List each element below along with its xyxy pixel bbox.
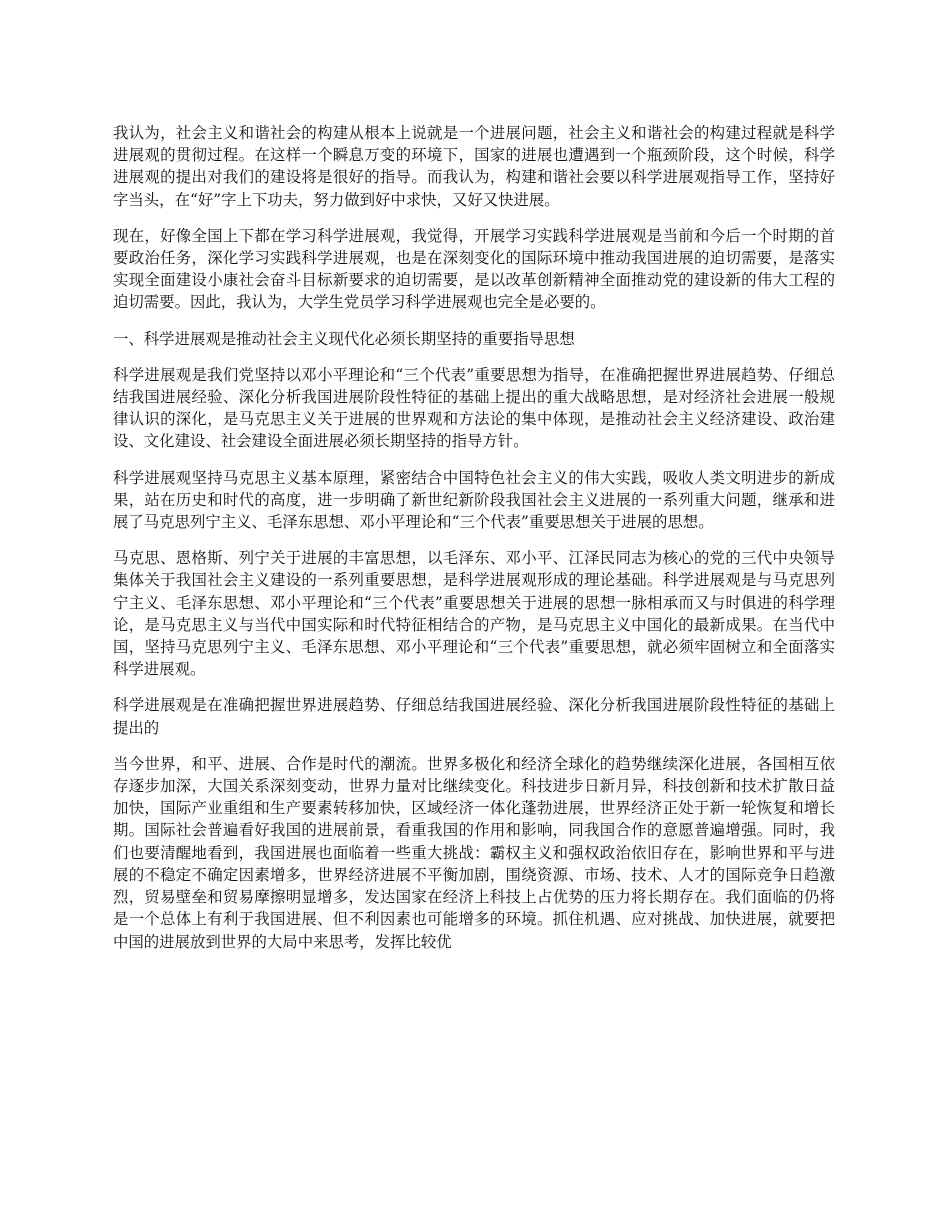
paragraph-4: 科学进展观坚持马克思主义基本原理，紧密结合中国特色社会主义的伟大实践，吸收人类文明进步的新成果，站在历史和时代的高度，进一步明确了新世纪新阶段我国社会主义进展的一系列重大问题，继承和进展了马克思列宁主义、毛泽东思想、邓小平理论和“三个代表”重要思想关于进展的思想。: [113, 468, 835, 532]
paragraph-5: 马克思、恩格斯、列宁关于进展的丰富思想，以毛泽东、邓小平、江泽民同志为核心的党的三代中央领导集体关于我国社会主义建设的一系列重要思想，是科学进展观形成的理论基础。科学进展观是与马克思列宁主义、毛泽东思想、邓小平理论和“三个代表”重要思想关于进展的思想一脉相承而又与时俱进的科学理论，是马克思主义与当代中国实际和时代特征相结合的产物，是马克思主义中国化的最新成果。在当代中国，坚持马克思列宁主义、毛泽东思想、邓小平理论和“三个代表”重要思想，就必须牢固树立和全面落实科学进展观。: [113, 549, 835, 679]
subheading-paragraph: 科学进展观是在准确把握世界进展趋势、仔细总结我国进展经验、深化分析我国进展阶段性特征的基础上提出的: [113, 696, 835, 737]
section-heading-1: 一、科学进展观是推动社会主义现代化必须长期坚持的重要指导思想: [113, 329, 575, 348]
paragraph-3: 科学进展观是我们党坚持以邓小平理论和“三个代表”重要思想为指导，在准确把握世界进展趋势、仔细总结我国进展经验、深化分析我国进展阶段性特征的基础上提出的重大战略思想，是对经济社会进展一般规律认识的深化，是马克思主义关于进展的世界观和方法论的集中体现，是推动社会主义经济建设、政治建设、文化建设、社会建设全面进展必须长期坚持的指导方针。: [113, 365, 835, 451]
paragraph-1: 我认为，社会主义和谐社会的构建从根本上说就是一个进展问题，社会主义和谐社会的构建过程就是科学进展观的贯彻过程。在这样一个瞬息万变的环境下，国家的进展也遭遇到一个瓶颈阶段，这个时候，科学进展观的提出对我们的建设将是很好的指导。而我认为，构建和谐社会要以科学进展观指导工作，坚持好字当头，在“好”字上下功夫，努力做到好中求快，又好又快进展。: [113, 124, 835, 209]
document-body: [113, 122, 835, 967]
paragraph-6: 当今世界，和平、进展、合作是时代的潮流。世界多极化和经济全球化的趋势继续深化进展，各国相互依存逐步加深，大国关系深刻变动，世界力量对比继续变化。科技进步日新月异，科技创新和技术扩散日益加快，国际产业重组和生产要素转移加快，区域经济一体化蓬勃进展，世界经济正处于新一轮恢复和增长期。国际社会普遍看好我国的进展前景，看重我国的作用和影响，同我国合作的意愿普遍增强。同时，我们也要清醒地看到，我国进展也面临着一些重大挑战：霸权主义和强权政治依旧存在，影响世界和平与进展的不稳定不确定因素增多，世界经济进展不平衡加剧，围绕资源、市场、技术、人才的国际竞争日趋激烈，贸易壁垒和贸易摩擦明显增多，发达国家在经济上科技上占优势的压力将长期存在。我们面临的仍将是一个总体上有利于我国进展、但不利因素也可能增多的环境。抓住机遇、应对挑战、加快进展，就要把中国的进展放到世界的大局中来思考，发挥比较优: [113, 754, 835, 951]
paragraph-2: 现在，好像全国上下都在学习科学进展观，我觉得，开展学习实践科学进展观是当前和今后一个时期的首要政治任务，深化学习实践科学进展观，也是在深刻变化的国际环境中推动我国进展的迫切需要，是落实实现全面建设小康社会奋斗目标新要求的迫切需要，是以改革创新精神全面推动党的建设新的伟大工程的迫切需要。因此，我认为，大学生党员学习科学进展观也完全是必要的。: [113, 226, 835, 312]
